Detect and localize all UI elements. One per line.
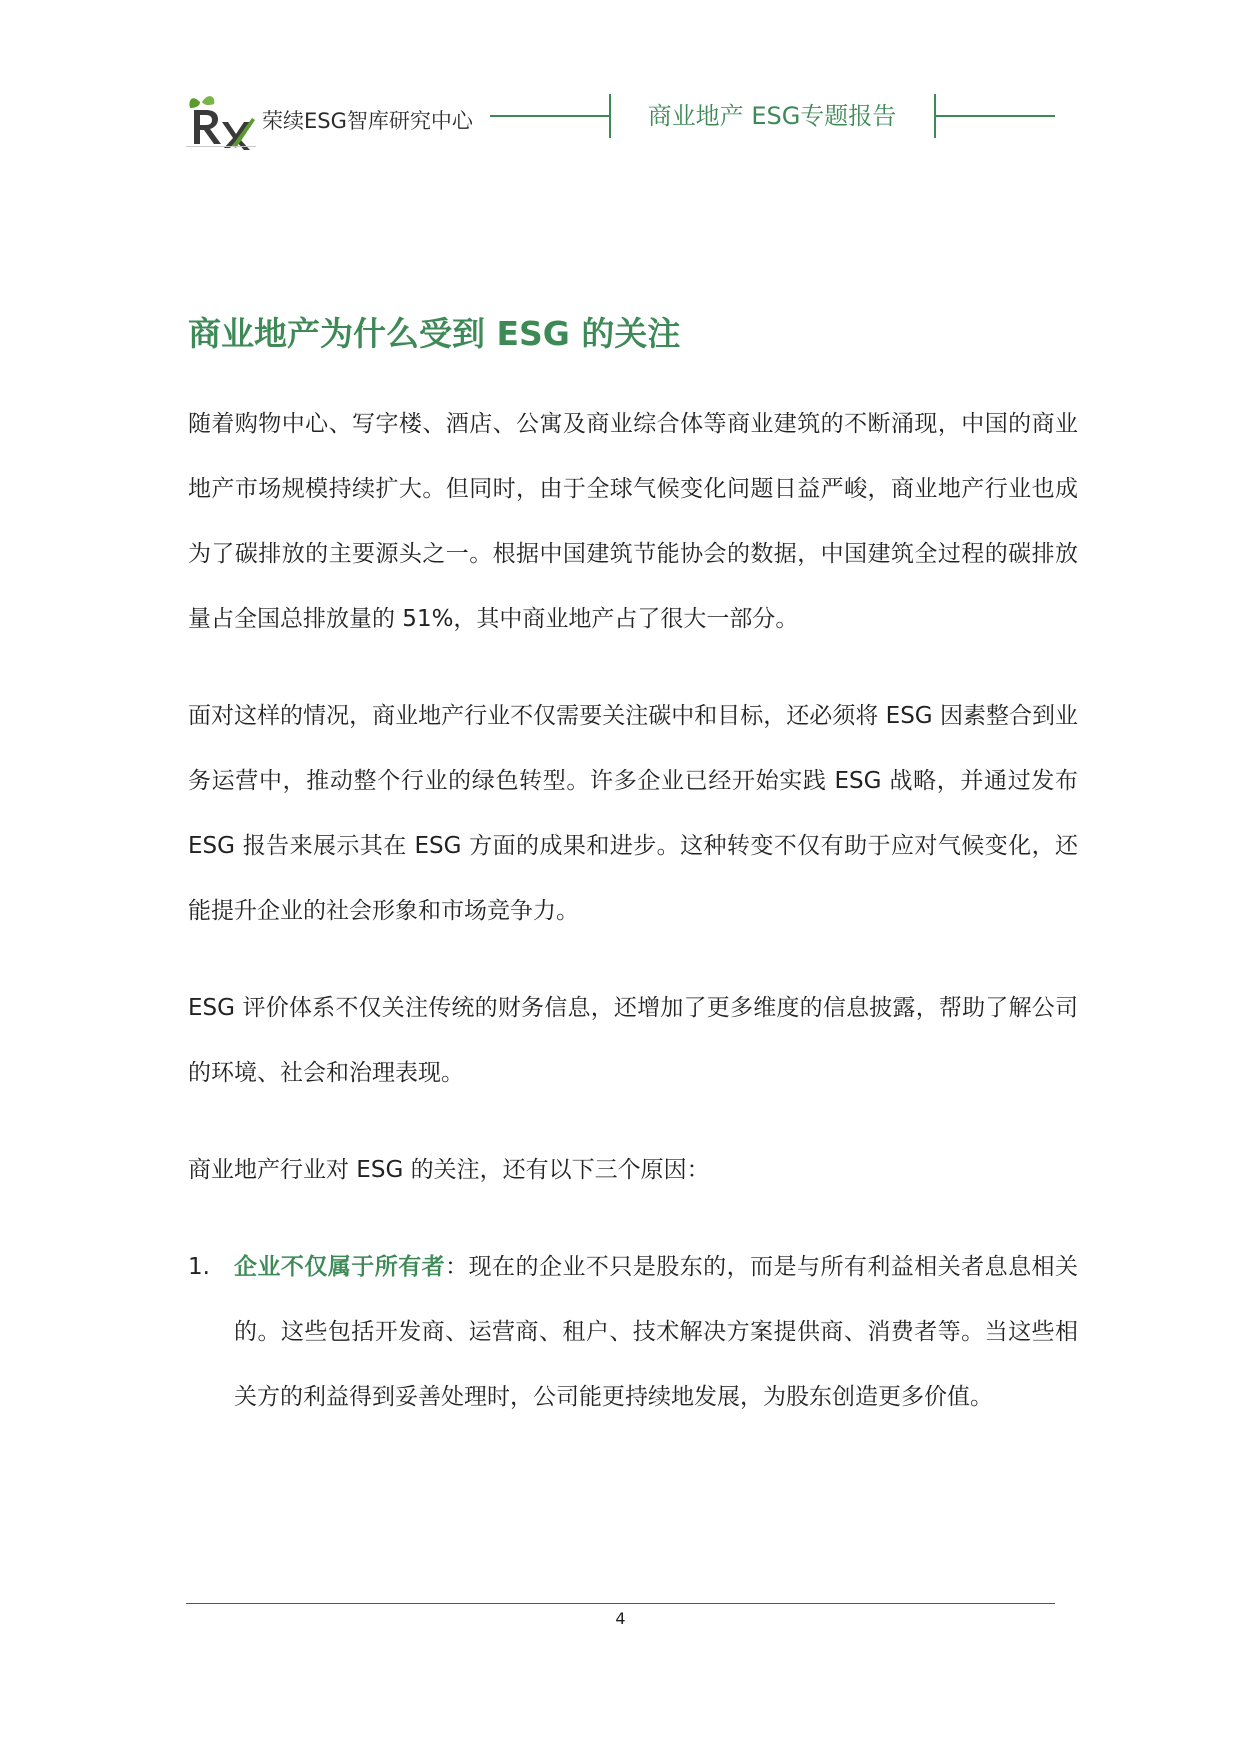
paragraph-1: 随着购物中心、写字楼、酒店、公寓及商业综合体等商业建筑的不断涌现，中国的商业地产市场规模持续扩大。但同时，由于全球气候变化问题日益严峻，商业地产行业也成为了碳排放的主要源头之一。根据中国建筑节能协会的数据，中国建筑全过程的碳排放量占全国总排放量的 51%，其中商业地产占了很大一部分。 [188,411,1078,632]
org-name: 荣续ESG智库研究中心 [262,109,473,133]
reasons-list [188,1235,1078,1430]
header-rule-left [490,115,610,117]
footer-rule [186,1603,1055,1604]
paragraph-3: ESG 评价体系不仅关注传统的财务信息，还增加了更多维度的信息披露，帮助了解公司的环境、社会和治理表现。 [188,995,1078,1086]
header-rule-right [935,115,1055,117]
page-number: 4 [615,1609,626,1628]
section-title: 商业地产为什么受到 ESG 的关注 [188,314,681,353]
list-item-text: ：现在的企业不只是股东的，而是与所有利益相关者息息相关的。这些包括开发商、运营商、租户、技术解决方案提供商、消费者等。当这些相关方的利益得到妥善处理时，公司能更持续地发展，为股东创造更多价值。 [234,1254,1079,1410]
page-content [188,300,1078,1430]
paragraph-2: 面对这样的情况，商业地产行业不仅需要关注碳中和目标，还必须将 ESG 因素整合到业务运营中，推动整个行业的绿色转型。许多企业已经开始实践 ESG 战略，并通过发布 ESG 报告来展示其在 ESG 方面的成果和进步。这种转变不仅有助于应对气候变化，还能提升企业的社会形象和市场竞争力。 [188,703,1078,924]
report-title: 商业地产 ESG专题报告 [647,102,897,130]
list-marker: 1. [188,1254,210,1280]
logo-underline [186,146,256,147]
paragraph-4: 商业地产行业对 ESG 的关注，还有以下三个原因： [188,1157,710,1183]
list-item [188,1235,1078,1430]
list-item-lead: 企业不仅属于所有者 [234,1254,446,1280]
page-header [0,0,1241,160]
rx-logo-icon [186,92,256,150]
